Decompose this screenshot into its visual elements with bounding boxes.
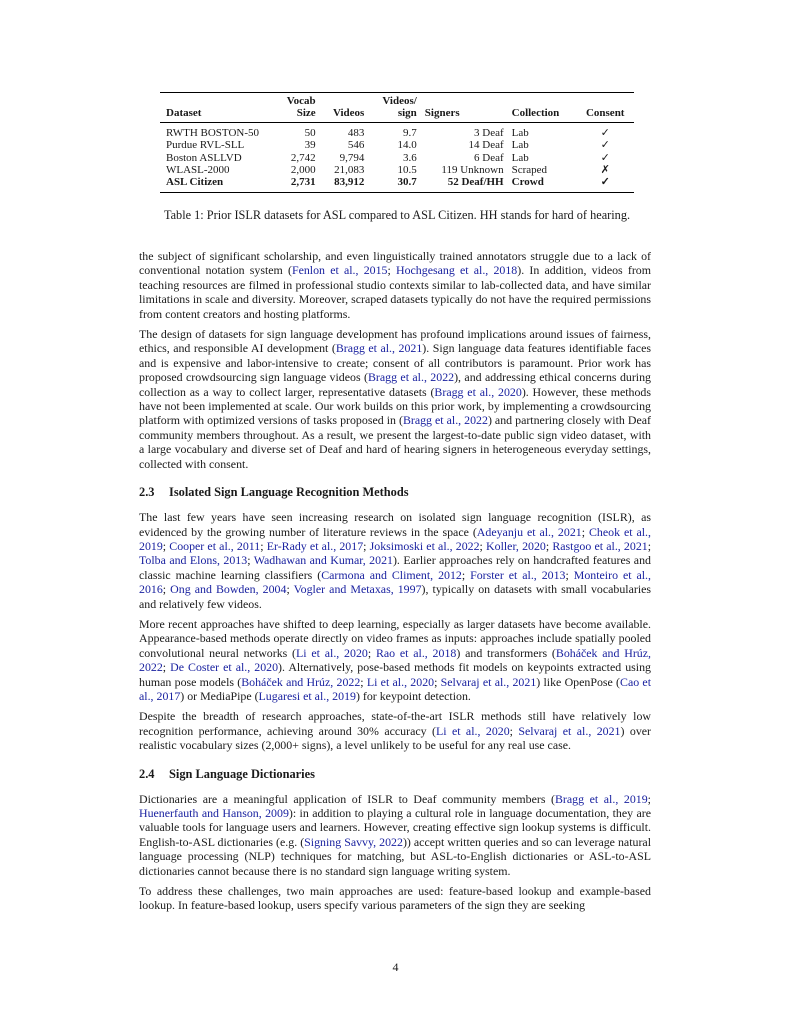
cell-videos-per-sign: 14.0 [397, 139, 417, 152]
citation-link[interactable]: Li et al., 2020 [366, 674, 435, 689]
citation-link[interactable]: Wadhawan and Kumar, 2021 [253, 553, 393, 568]
cell-vocab: 2,000 [290, 164, 316, 177]
header-videos: Videos [332, 107, 365, 120]
page-number: 4 [392, 960, 399, 974]
cell-videos: 546 [347, 139, 365, 152]
header-vps-line2: sign [397, 107, 417, 120]
section-title: Isolated Sign Language Recognition Methods [169, 485, 409, 500]
cell-videos-per-sign: 9.7 [403, 126, 417, 139]
citation-link[interactable]: Ong and Bowden, 2004 [170, 582, 287, 597]
citation-link[interactable]: Monteiro et al., 2016 [139, 567, 652, 597]
paragraph [139, 249, 651, 321]
text: ; [260, 538, 267, 553]
citation-link[interactable]: Hochgesang et al., 2018 [396, 263, 518, 278]
cell-signers: 6 Deaf [474, 151, 504, 164]
header-consent: Consent [585, 107, 625, 120]
table-caption: Table 1: Prior ISLR datasets for ASL compared to ASL Citizen. HH stands for hard of hearing. [163, 208, 631, 222]
citation-link[interactable]: Boháček and Hrúz, 2022 [139, 645, 651, 675]
text: ; [581, 524, 589, 539]
citation-link[interactable]: Li et al., 2020 [296, 645, 368, 660]
citation-link[interactable]: Er-Rady et al., 2017 [266, 538, 364, 553]
table-row [160, 139, 634, 151]
text: ), typically on datasets with small vocabularies and relatively few videos. [139, 582, 652, 611]
header-videos-per-sign [368, 93, 420, 123]
paragraph [139, 327, 651, 471]
citation-link[interactable]: Carmona and Climent, 2012 [321, 567, 462, 582]
cell-videos: 83,912 [334, 176, 365, 189]
citation-link[interactable]: Huenerfauth and Hanson, 2009 [139, 806, 289, 820]
text: ): in addition to playing a cultural role in language documentation, they are valuable tools for language users and learners. However, creating effective sign lookup systems is difficult. English-to-ASL dictionaries (e.g. ( [139, 806, 651, 849]
text: ; [647, 538, 652, 553]
section-title: Sign Language Dictionaries [169, 766, 315, 781]
cell-vocab: 50 [304, 126, 316, 139]
text: ) and partnering closely with Deaf community members throughout. As a result, we present the largest-to-date public sign video dataset, with a large vocabulary and diverse set of Deaf and hard of hearing signers in heterogeneous everyday settings, collected with consent. [139, 413, 651, 471]
cell-collection: Lab [511, 151, 529, 164]
cell-vocab: 2,731 [290, 176, 316, 189]
citation-link[interactable]: Cooper et al., 2011 [169, 538, 261, 553]
table-grid [160, 92, 634, 193]
text: ; [247, 553, 254, 568]
text: ) or MediaPipe ( [180, 688, 259, 703]
citation-link[interactable]: Bragg et al., 2020 [434, 384, 522, 399]
text: ) and transformers ( [456, 645, 556, 660]
text: The design of datasets for sign language development has profound implications around issues of fairness, ethics, and responsible AI development ( [139, 327, 651, 356]
cell-signers: 52 Deaf/HH [447, 176, 504, 189]
cell-vocab: 39 [304, 139, 316, 152]
text: ; [363, 538, 370, 553]
header-vocab-line2: Size [296, 107, 316, 120]
section-number: 2.4 [139, 766, 155, 781]
citation-link[interactable]: Cheok et al., 2019 [139, 524, 651, 553]
paragraph [139, 792, 651, 878]
text: ) over realistic vocabulary sizes (2,000+ signs), a level unlikely to be useful for any real use case. [139, 723, 652, 753]
table-row [160, 152, 634, 164]
header-collection: Collection [511, 107, 560, 120]
table-row [160, 164, 634, 176]
text: ; [509, 723, 519, 738]
text: ; [367, 645, 376, 660]
header-vocab-line1: Vocab [286, 95, 316, 107]
text: )) accept written queries and so can leverage natural language processing (NLP) techniques for matching, but ASL-to-English dictionaries or ASL-to-ASL dictionaries cannot because there is no standard sign language writing system. [139, 834, 652, 878]
citation-link[interactable]: Li et al., 2020 [435, 723, 510, 738]
cell-videos-per-sign: 10.5 [397, 164, 417, 177]
cell-videos-per-sign: 30.7 [397, 176, 417, 189]
cell-consent: ✓ [600, 139, 610, 152]
text: ). In addition, videos from teaching resources are filmed in professional studio contexts similar to lab-collected data, and have similar limitations in scale and diversity. Moreover, scraped datasets typically do not have the required permissions from content creators and hosting platforms. [139, 263, 651, 321]
text: Despite the breadth of research approaches, state-of-the-art ISLR methods still have relatively low recognition performance, achieving around 30% accuracy ( [139, 709, 651, 738]
text: The last few years have seen increasing research on isolated sign language recognition (ISLR), as evidenced by the growing number of literature reviews in the space ( [139, 510, 651, 539]
cell-collection: Lab [511, 126, 529, 139]
cell-videos: 21,083 [334, 164, 365, 177]
text: ; [387, 263, 396, 278]
paragraph [139, 884, 651, 913]
cell-consent: ✗ [600, 164, 610, 177]
cell-consent: ✓ [600, 176, 610, 189]
section-number: 2.3 [139, 485, 155, 500]
text: ; [360, 674, 367, 689]
text: ; [162, 660, 171, 675]
text: ) like OpenPose ( [536, 674, 621, 689]
citation-link[interactable]: Lugaresi et al., 2019 [258, 688, 356, 703]
citation-link[interactable]: Tolba and Elons, 2013 [139, 553, 248, 568]
cell-videos-per-sign: 3.6 [403, 151, 417, 164]
citation-link[interactable]: Koller, 2020 [486, 538, 546, 553]
citation-link[interactable]: Selvaraj et al., 2021 [440, 674, 537, 689]
section-heading-2-4 [139, 767, 651, 782]
text: ; [162, 538, 170, 553]
cell-dataset: RWTH BOSTON-50 [166, 126, 259, 139]
dataset-comparison-table [160, 92, 634, 193]
table-row-highlight [160, 176, 634, 192]
citation-link[interactable]: Bragg et al., 2022 [367, 370, 455, 385]
cell-signers: 3 Deaf [474, 126, 504, 139]
cell-dataset: WLASL-2000 [166, 164, 230, 177]
header-dataset: Dataset [166, 107, 202, 120]
cell-collection: Scraped [511, 164, 548, 177]
cell-signers: 119 Unknown [441, 164, 504, 177]
text: To address these challenges, two main approaches are used: feature-based lookup and example-based lookup. In feature-based lookup, users specify various parameters of the sign they are seeking [139, 884, 651, 913]
cell-videos: 9,794 [339, 151, 365, 164]
cell-collection: Lab [511, 139, 529, 152]
text: ; [434, 674, 441, 689]
text: ; [565, 567, 574, 582]
citation-link[interactable]: Adeyanju et al., 2021 [476, 524, 582, 539]
body-text [139, 249, 651, 919]
citation-link[interactable]: Cao et al., 2017 [139, 674, 652, 703]
citation-link[interactable]: Rastgoo et al., 2021 [552, 538, 648, 553]
citation-link[interactable]: Rao et al., 2018 [375, 645, 457, 660]
cell-signers: 14 Deaf [468, 139, 504, 152]
cell-consent: ✓ [600, 126, 610, 139]
text: More recent approaches have shifted to deep learning, especially as larger datasets have become available. Appearance-based methods operate directly on video frames as inputs: approaches include spatially pooled convolutional neural networks ( [139, 616, 651, 660]
paragraph [139, 617, 651, 703]
section-heading-2-3 [139, 485, 651, 500]
text: ). Sign language data features identifiable faces and is expensive and labor-intensive to create; consent of all contributors is paramount. Prior work has proposed crowdsourcing sign language videos ( [139, 341, 651, 385]
citation-link[interactable]: Selvaraj et al., 2021 [518, 723, 621, 738]
text: ). However, these methods have not been implemented at scale. Our work builds on this prior work, by implementing a crowdsourcing platform with optimized versions of tasks proposed in ( [139, 384, 651, 428]
cell-consent: ✓ [600, 151, 610, 164]
cell-dataset: Purdue RVL-SLL [166, 139, 245, 152]
text: the subject of significant scholarship, and even linguistically trained annotators struggle due to a lack of conventional notation system ( [139, 249, 651, 278]
paragraph [139, 709, 651, 752]
paragraph [139, 510, 651, 611]
text: Dictionaries are a meaningful application of ISLR to Deaf community members ( [139, 791, 555, 806]
text: ; [545, 538, 553, 553]
cell-dataset: Boston ASLLVD [166, 151, 242, 164]
citation-link[interactable]: Bragg et al., 2021 [335, 341, 423, 356]
header-signers: Signers [424, 107, 460, 120]
text: ; [479, 538, 487, 553]
cell-videos: 483 [347, 126, 365, 139]
text: ; [162, 582, 171, 597]
citation-link[interactable]: Joksimoski et al., 2022 [369, 538, 480, 553]
citation-link[interactable]: Boháček and Hrúz, 2022 [241, 674, 361, 689]
citation-link[interactable]: De Coster et al., 2020 [170, 660, 279, 675]
cell-dataset: ASL Citizen [166, 176, 224, 189]
header-vocab [274, 93, 320, 123]
text: ) for keypoint detection. [355, 688, 471, 703]
table-header-row [160, 93, 634, 123]
text: ; [286, 582, 294, 597]
citation-link[interactable]: Fenlon et al., 2015 [291, 263, 388, 278]
citation-link[interactable]: Bragg et al., 2022 [402, 413, 488, 428]
citation-link[interactable]: Signing Savvy, 2022 [304, 834, 403, 849]
citation-link[interactable]: Vogler and Metaxas, 1997 [293, 582, 422, 597]
text: ). Earlier approaches rely on handcrafted features and classic machine learning classifiers ( [139, 553, 651, 582]
header-vps-line1: Videos/ [382, 95, 417, 107]
text: ; [647, 791, 651, 806]
text: ), and addressing ethical concerns during collection as a way to collect larger, representative datasets ( [139, 370, 651, 399]
citation-link[interactable]: Bragg et al., 2019 [554, 791, 648, 806]
cell-vocab: 2,742 [290, 151, 316, 164]
table-row [160, 122, 634, 139]
text: ). Alternatively, pose-based methods fit models on keypoints extracted using human pose models ( [139, 660, 652, 689]
citation-link[interactable]: Forster et al., 2013 [470, 567, 566, 582]
cell-collection: Crowd [511, 176, 544, 189]
text: ; [461, 567, 471, 582]
